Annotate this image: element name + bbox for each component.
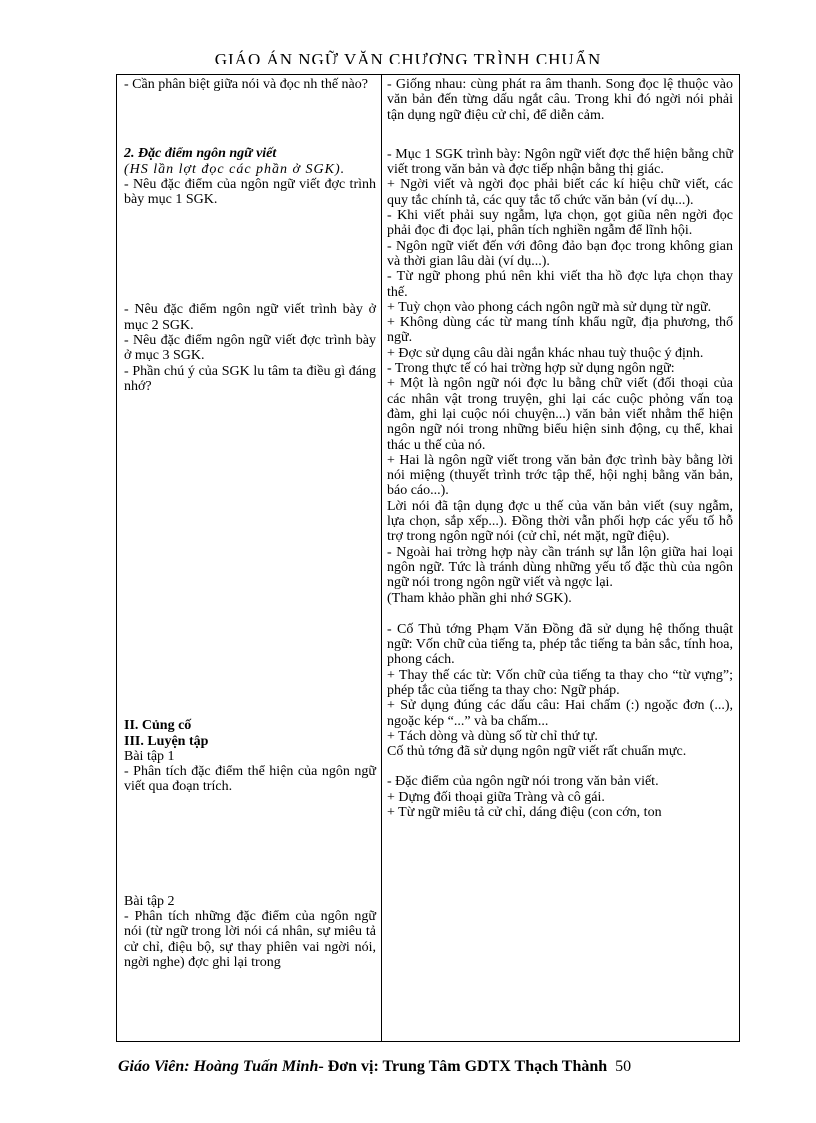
answer-text: - Ngôn ngữ viết đến với đông đảo bạn đọc trong không gian và thời gian lâu dài (ví dụ...). <box>387 238 733 269</box>
question-text: - Phân tích đặc điểm thể hiện của ngôn ngữ viết qua đoạn trích. <box>124 764 376 795</box>
answer-text: - Trong thực tế có hai trờng hợp sử dụng ngôn ngữ: <box>387 361 675 377</box>
question-text: - Nêu đặc điểm ngôn ngữ viết đợc trình bày ở mục 3 SGK. <box>124 333 376 364</box>
unit-name: - Đơn vị: Trung Tâm GDTX Thạch Thành <box>318 1058 608 1075</box>
answer-text: + Từ ngữ miêu tả cử chỉ, dáng điệu (con cớn, ton <box>387 805 662 821</box>
exercise-title: Bài tập 1 <box>124 748 175 764</box>
answer-text: Lời nói đã tận dụng đợc u thế của văn bản viết (suy ngẫm, lựa chọn, sắp xếp...). Đồng thời vẫn phối hợp các yếu tố hỗ trợ trong ngôn ngữ nói (cử chỉ, nét mặt, ngữ điệu). <box>387 498 733 545</box>
answer-text: + Đợc sử dụng câu dài ngắn khác nhau tuỳ thuộc ý định. <box>387 345 704 361</box>
teacher-name: Giáo Viên: Hoàng Tuấn Minh <box>118 1058 319 1075</box>
section-note: (HS lần lợt đọc các phần ở SGK). <box>124 161 346 177</box>
answer-text: + Sử dụng đúng các dấu câu: Hai chấm (:) ngoặc đơn (...), ngoặc kép “...” và ba chấm... <box>387 698 733 729</box>
answer-text: + Tách dòng và dùng số từ chỉ thứ tự. <box>387 728 598 744</box>
answer-text: - Mục 1 SGK trình bày: Ngôn ngữ viết đợc thể hiện bằng chữ viết trong văn bản và đợc tiếp nhận bằng thị giác. <box>387 146 733 178</box>
answer-text: + Dựng đối thoại giữa Tràng và cô gái. <box>387 789 605 805</box>
answer-column <box>382 75 739 1041</box>
answer-text: - Đặc điểm của ngôn ngữ nói trong văn bản viết. <box>387 774 659 790</box>
answer-text: - Ngoài hai trờng hợp này cần tránh sự lẫn lộn giữa hai loại ngôn ngữ. Tức là tránh dùng những yếu tố đặc thù của ngôn ngữ nói trong ngôn ngữ viết và ngợc lại. <box>387 544 733 591</box>
answer-text: + Một là ngôn ngữ nói đợc lu bằng chữ viết (đối thoại của các nhân vật trong truyện, ghi lại các cuộc phỏng vấn toạ đàm, ghi lại cuộc nói chuyện...) văn bản viết nhằm thể hiện ngôn ngữ nói trong những biểu hiện sinh động, cụ thể, khai thác u thế của nó. <box>387 376 733 453</box>
section-heading: II. Củng cố <box>124 718 192 734</box>
teacher-activity-column <box>117 75 382 1041</box>
question-text: - Nêu đặc điểm của ngôn ngữ viết đợc trình bày mục 1 SGK. <box>124 176 376 208</box>
lesson-table <box>116 74 740 1042</box>
answer-text: - Cố Thủ tớng Phạm Văn Đồng đã sử dụng hệ thống thuật ngữ: Vốn chữ của tiếng ta, phép tắc tiếng ta bản sắc, tính hoa, phong cách. <box>387 621 733 668</box>
answer-text: (Tham khảo phần ghi nhớ SGK). <box>387 590 572 606</box>
answer-text: + Ngời viết và ngời đọc phải biết các kí hiệu chữ viết, các quy tắc chính tả, các quy tắc tổ chức văn bản (ví dụ...). <box>387 177 733 208</box>
answer-text: - Giống nhau: cùng phát ra âm thanh. Song đọc lệ thuộc vào văn bản đến từng dấu ngắt câu. Trong khi đó ngời nói phải tận dụng ngữ điệu cử chỉ, để diễn cảm. <box>387 77 733 123</box>
question-text: - Cần phân biệt giữa nói và đọc nh thế nào? <box>124 77 368 92</box>
answer-text: + Không dùng các từ mang tính khẩu ngữ, địa phương, thổ ngữ. <box>387 315 733 346</box>
page-header <box>0 44 816 64</box>
question-text: - Nêu đặc điểm ngôn ngữ viết trình bày ở mục 2 SGK. <box>124 302 376 333</box>
section-heading: III. Luyện tập <box>124 733 209 749</box>
answer-text: Cố thủ tớng đã sử dụng ngôn ngữ viết rất chuẩn mực. <box>387 744 687 760</box>
question-text: - Phân tích những đặc điểm của ngôn ngữ nói (từ ngữ trong lời nói cá nhân, sự miêu tả cử chỉ, điệu bộ, sự thay phiên vai ngời nói, ngời nghe) đợc ghi lại trong <box>124 909 376 970</box>
answer-text: + Thay thế các từ: Vốn chữ của tiếng ta thay cho “từ vựng”; phép tắc của tiếng ta thay cho: Ngữ pháp. <box>387 667 733 698</box>
answer-text: + Hai là ngôn ngữ viết trong văn bản đợc trình bày bằng lời nói miệng (thuyết trình trớc tập thể, hội nghị bằng văn bản, báo cáo...). <box>387 452 733 499</box>
answer-text: - Khi viết phải suy ngẫm, lựa chọn, gọt giũa nên ngời đọc phải đọc đi đọc lại, phân tích nghiền ngẫm để lĩnh hội. <box>387 208 733 239</box>
answer-text: - Từ ngữ phong phú nên khi viết tha hồ đợc lựa chọn thay thế. <box>387 269 733 300</box>
question-text: - Phần chú ý của SGK lu tâm ta điều gì đáng nhớ? <box>124 363 376 394</box>
exercise-title: Bài tập 2 <box>124 893 175 909</box>
page-footer <box>118 1058 758 1076</box>
header-title: GIÁO ÁN NGỮ VĂN CHƯƠNG TRÌNH CHUẨN <box>214 50 602 64</box>
answer-text: + Tuỳ chọn vào phong cách ngôn ngữ mà sử dụng từ ngữ. <box>387 299 712 315</box>
page-number: 50 <box>615 1058 632 1075</box>
section-title: 2. Đặc điểm ngôn ngữ viết <box>124 146 277 162</box>
